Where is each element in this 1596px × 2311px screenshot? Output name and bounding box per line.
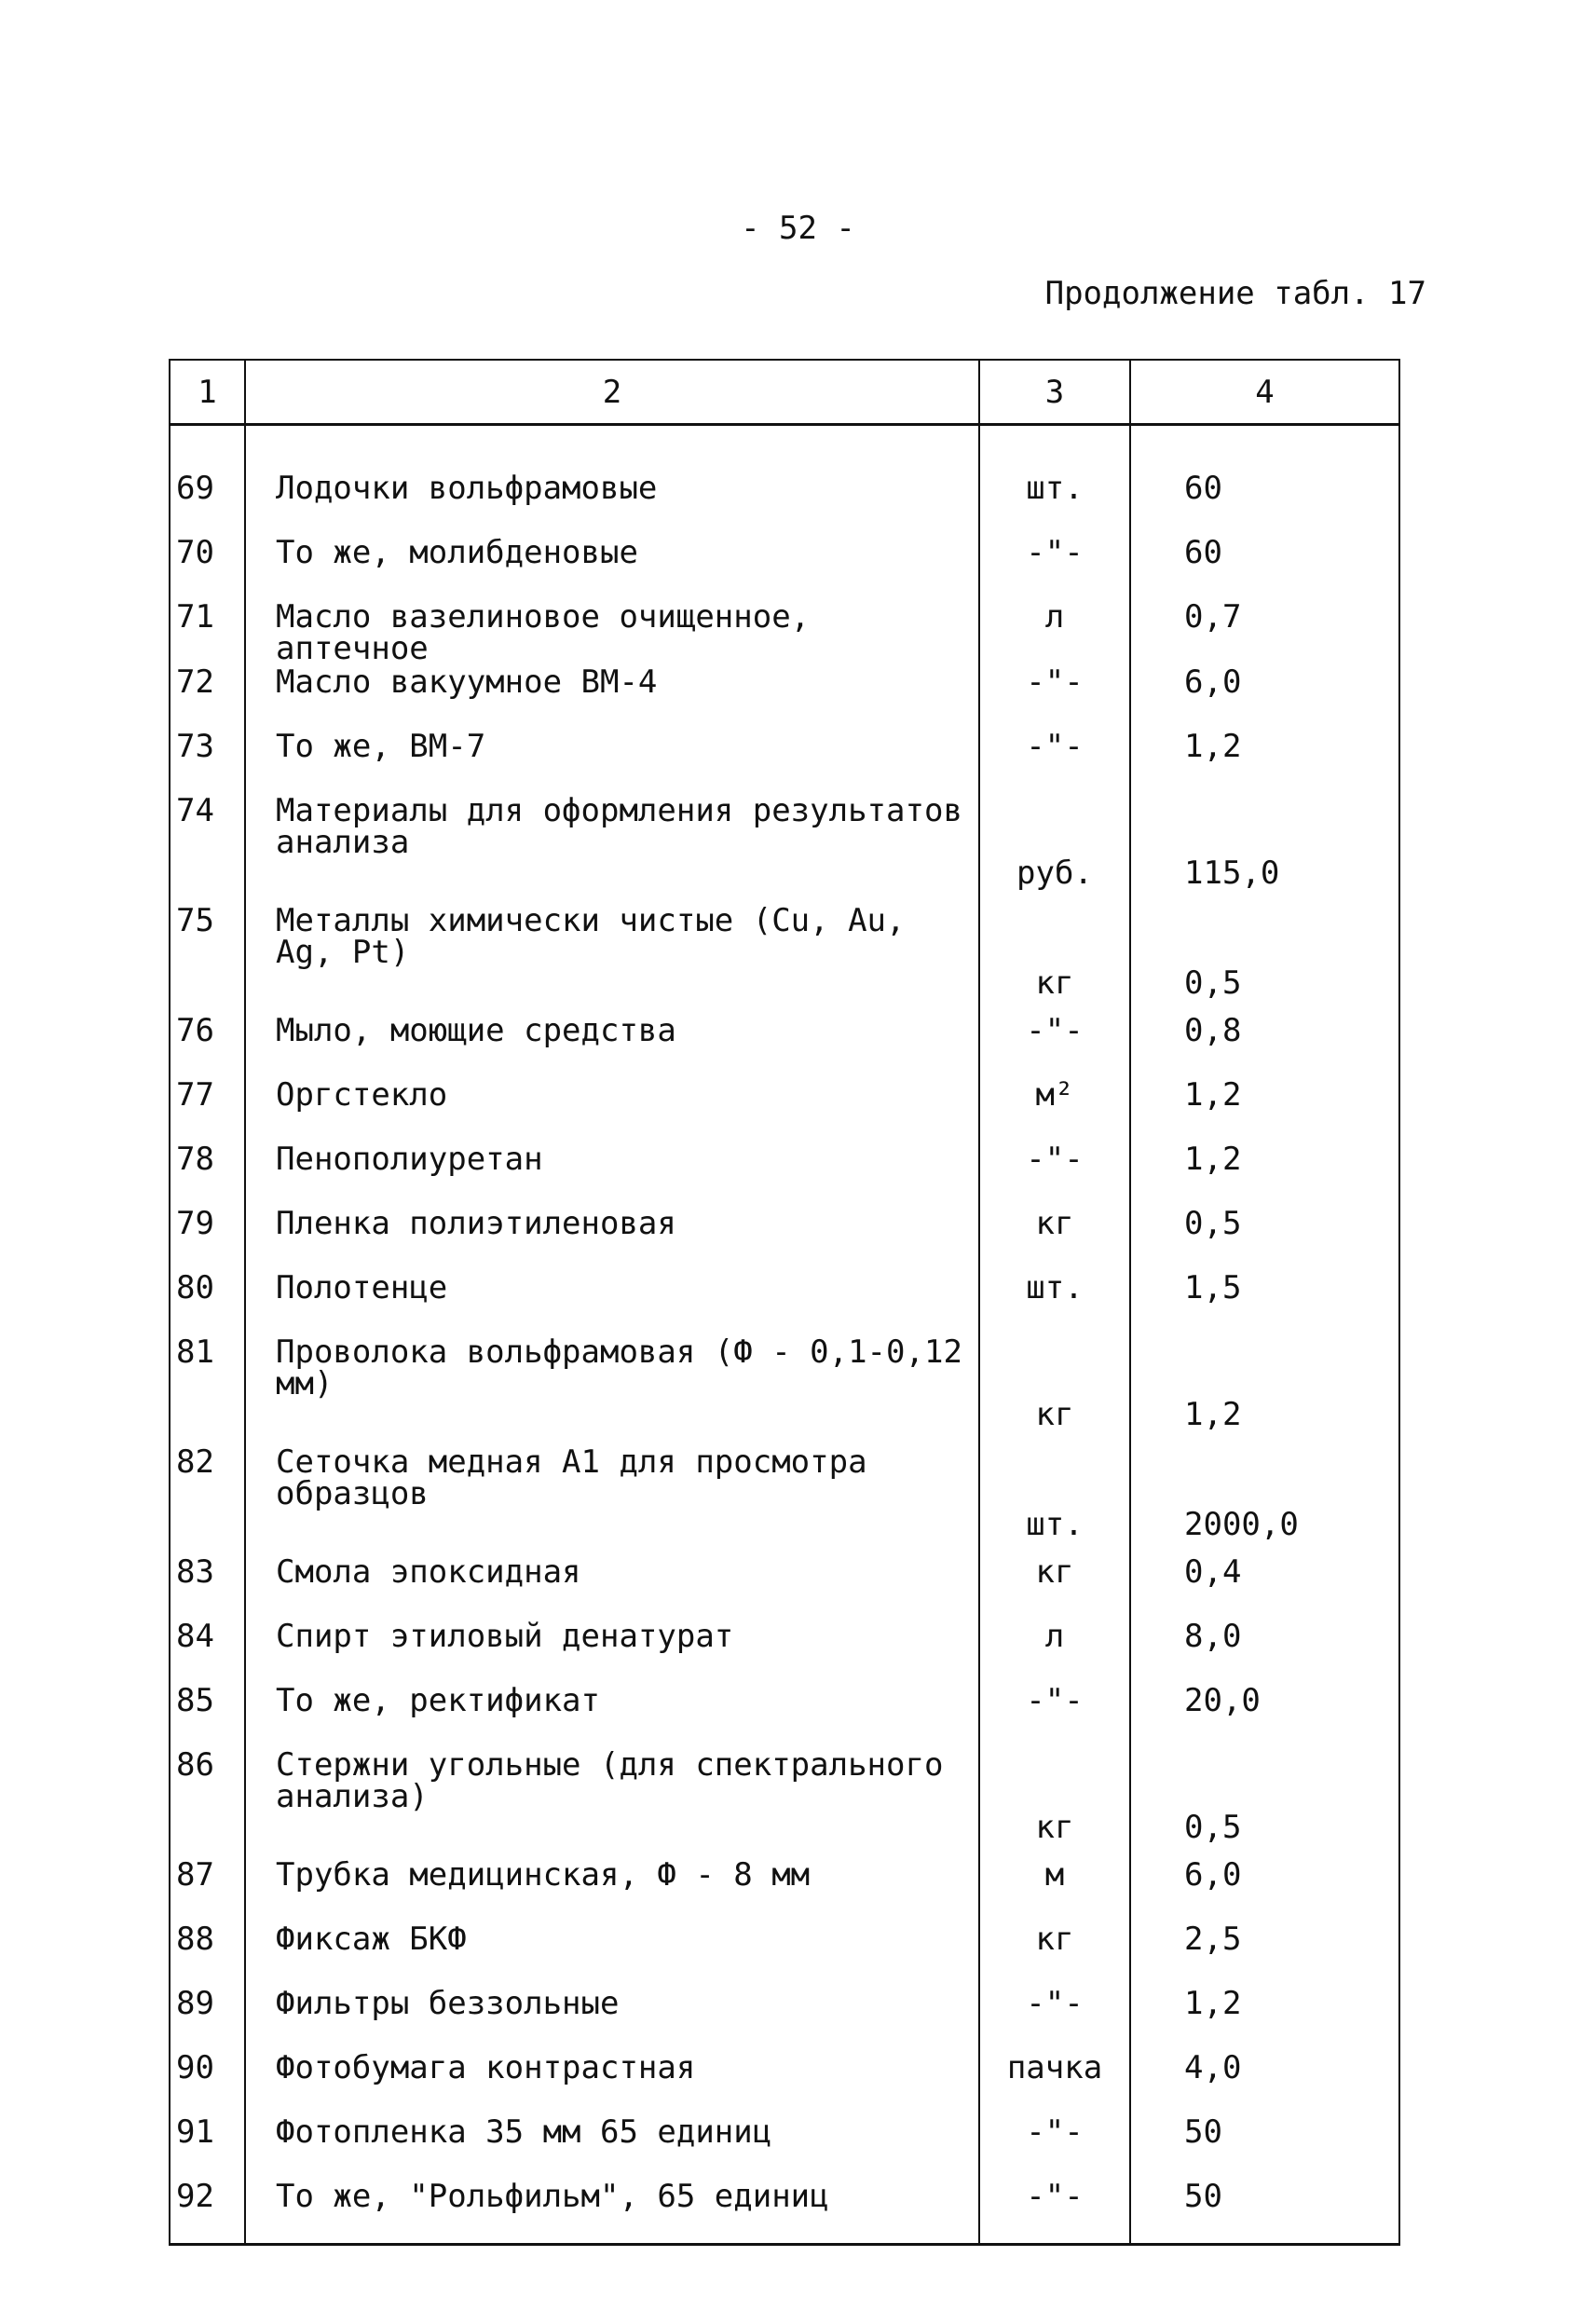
table-row xyxy=(170,599,1399,664)
table-row xyxy=(170,1077,1399,1142)
item-quantity: 50 xyxy=(1130,2114,1399,2179)
item-unit: -"- xyxy=(979,1013,1130,1077)
table-row xyxy=(170,1013,1399,1077)
table-row xyxy=(170,2114,1399,2179)
item-name: То же, ВМ-7 xyxy=(245,729,979,793)
item-name: То же, молибденовые xyxy=(245,535,979,599)
item-unit: кг xyxy=(979,903,1130,1013)
item-quantity: 4,0 xyxy=(1130,2050,1399,2114)
item-name: Пенополиуретан xyxy=(245,1142,979,1206)
table-row xyxy=(170,2179,1399,2245)
row-number: 84 xyxy=(170,1619,245,1683)
item-quantity: 1,2 xyxy=(1130,1077,1399,1142)
table-row xyxy=(170,2050,1399,2114)
column-header-1: 1 xyxy=(170,360,245,425)
item-unit: -"- xyxy=(979,2179,1130,2245)
table-row xyxy=(170,664,1399,729)
row-number: 77 xyxy=(170,1077,245,1142)
item-name: Стержни угольные (для спектрального анализа) xyxy=(245,1747,979,1857)
materials-table xyxy=(169,359,1400,2246)
row-number: 69 xyxy=(170,471,245,535)
item-name: Мыло, моющие средства xyxy=(245,1013,979,1077)
table-row xyxy=(170,1334,1399,1444)
item-unit: шт. xyxy=(979,1444,1130,1554)
item-unit: -"- xyxy=(979,1142,1130,1206)
item-quantity: 6,0 xyxy=(1130,1857,1399,1921)
item-quantity: 1,2 xyxy=(1130,1334,1399,1444)
row-number: 90 xyxy=(170,2050,245,2114)
table-row xyxy=(170,1747,1399,1857)
row-number: 91 xyxy=(170,2114,245,2179)
item-quantity: 0,8 xyxy=(1130,1013,1399,1077)
item-quantity: 0,4 xyxy=(1130,1554,1399,1619)
row-number: 76 xyxy=(170,1013,245,1077)
column-header-4: 4 xyxy=(1130,360,1399,425)
item-name: Трубка медицинская, Ф - 8 мм xyxy=(245,1857,979,1921)
row-number: 75 xyxy=(170,903,245,1013)
item-quantity: 0,5 xyxy=(1130,1206,1399,1270)
table-row xyxy=(170,1206,1399,1270)
item-name: То же, "Рольфильм", 65 единиц xyxy=(245,2179,979,2245)
table-row xyxy=(170,1857,1399,1921)
table-row xyxy=(170,793,1399,903)
item-unit: м² xyxy=(979,1077,1130,1142)
item-quantity: 50 xyxy=(1130,2179,1399,2245)
row-number: 74 xyxy=(170,793,245,903)
item-quantity: 6,0 xyxy=(1130,664,1399,729)
item-unit: -"- xyxy=(979,729,1130,793)
row-number: 70 xyxy=(170,535,245,599)
row-number: 79 xyxy=(170,1206,245,1270)
table-row xyxy=(170,1444,1399,1554)
item-unit: -"- xyxy=(979,664,1130,729)
item-name: Смола эпоксидная xyxy=(245,1554,979,1619)
table-row xyxy=(170,535,1399,599)
item-name: Фотопленка 35 мм 65 единиц xyxy=(245,2114,979,2179)
row-number: 85 xyxy=(170,1683,245,1747)
row-number: 86 xyxy=(170,1747,245,1857)
column-header-3: 3 xyxy=(979,360,1130,425)
table-row xyxy=(170,729,1399,793)
item-quantity: 1,5 xyxy=(1130,1270,1399,1334)
item-name: Пленка полиэтиленовая xyxy=(245,1206,979,1270)
page-number: - 52 - xyxy=(741,210,855,247)
row-number: 78 xyxy=(170,1142,245,1206)
item-quantity: 1,2 xyxy=(1130,1142,1399,1206)
row-number: 88 xyxy=(170,1921,245,1986)
item-quantity: 2000,0 xyxy=(1130,1444,1399,1554)
item-quantity: 115,0 xyxy=(1130,793,1399,903)
row-number: 72 xyxy=(170,664,245,729)
row-number: 73 xyxy=(170,729,245,793)
item-unit: м xyxy=(979,1857,1130,1921)
row-number: 71 xyxy=(170,599,245,664)
item-name: Лодочки вольфрамовые xyxy=(245,471,979,535)
row-number: 89 xyxy=(170,1986,245,2050)
item-unit: кг xyxy=(979,1206,1130,1270)
item-unit: руб. xyxy=(979,793,1130,903)
item-name: Проволока вольфрамовая (Ф - 0,1-0,12 мм) xyxy=(245,1334,979,1444)
table-row xyxy=(170,1270,1399,1334)
table-row xyxy=(170,471,1399,535)
item-name: Материалы для оформления результатов анализа xyxy=(245,793,979,903)
item-quantity: 60 xyxy=(1130,471,1399,535)
item-unit: пачка xyxy=(979,2050,1130,2114)
table-row xyxy=(170,1683,1399,1747)
item-unit: шт. xyxy=(979,471,1130,535)
item-unit: л xyxy=(979,599,1130,664)
item-unit: -"- xyxy=(979,1986,1130,2050)
table-row xyxy=(170,903,1399,1013)
table-spacer-row xyxy=(170,425,1399,472)
item-quantity: 60 xyxy=(1130,535,1399,599)
item-name: Фильтры беззольные xyxy=(245,1986,979,2050)
table-header-row xyxy=(170,360,1399,425)
item-quantity: 20,0 xyxy=(1130,1683,1399,1747)
item-unit: кг xyxy=(979,1334,1130,1444)
item-quantity: 0,5 xyxy=(1130,1747,1399,1857)
row-number: 92 xyxy=(170,2179,245,2245)
table-row xyxy=(170,1986,1399,2050)
item-name: Фиксаж БКФ xyxy=(245,1921,979,1986)
item-unit: -"- xyxy=(979,1683,1130,1747)
item-quantity: 1,2 xyxy=(1130,1986,1399,2050)
item-name: То же, ректификат xyxy=(245,1683,979,1747)
row-number: 80 xyxy=(170,1270,245,1334)
item-quantity: 8,0 xyxy=(1130,1619,1399,1683)
item-unit: л xyxy=(979,1619,1130,1683)
item-unit: шт. xyxy=(979,1270,1130,1334)
item-name: Масло вазелиновое очищенное, аптечное xyxy=(245,599,979,664)
item-unit: кг xyxy=(979,1747,1130,1857)
item-name: Сеточка медная А1 для просмотра образцов xyxy=(245,1444,979,1554)
table-row xyxy=(170,1554,1399,1619)
item-quantity: 2,5 xyxy=(1130,1921,1399,1986)
item-name: Масло вакуумное ВМ-4 xyxy=(245,664,979,729)
item-unit: -"- xyxy=(979,535,1130,599)
item-quantity: 0,7 xyxy=(1130,599,1399,664)
row-number: 87 xyxy=(170,1857,245,1921)
table-row xyxy=(170,1619,1399,1683)
item-name: Оргстекло xyxy=(245,1077,979,1142)
item-name: Спирт этиловый денатурат xyxy=(245,1619,979,1683)
item-quantity: 1,2 xyxy=(1130,729,1399,793)
table-caption: Продолжение табл. 17 xyxy=(1044,275,1426,312)
table-row xyxy=(170,1921,1399,1986)
column-header-2: 2 xyxy=(245,360,979,425)
row-number: 81 xyxy=(170,1334,245,1444)
row-number: 83 xyxy=(170,1554,245,1619)
item-name: Металлы химически чистые (Cu, Au, Ag, Pt) xyxy=(245,903,979,1013)
item-name: Полотенце xyxy=(245,1270,979,1334)
row-number: 82 xyxy=(170,1444,245,1554)
item-quantity: 0,5 xyxy=(1130,903,1399,1013)
item-name: Фотобумага контрастная xyxy=(245,2050,979,2114)
item-unit: кг xyxy=(979,1554,1130,1619)
table-row xyxy=(170,1142,1399,1206)
item-unit: кг xyxy=(979,1921,1130,1986)
item-unit: -"- xyxy=(979,2114,1130,2179)
